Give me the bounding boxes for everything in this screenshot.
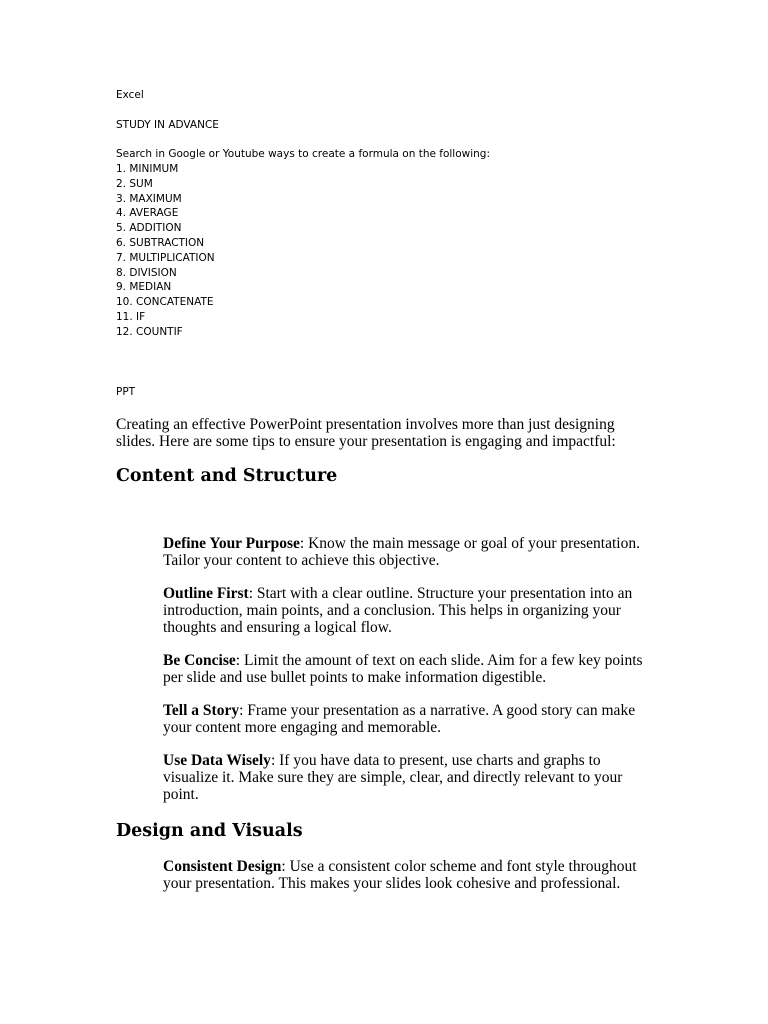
search-instruction: Search in Google or Youtube ways to create a formula on the following: bbox=[116, 148, 491, 160]
list-item: 2. SUM bbox=[116, 177, 153, 190]
tip-item bbox=[163, 652, 653, 686]
list-item: 3. MAXIMUM bbox=[116, 192, 182, 205]
tip-title: Consistent Design bbox=[163, 858, 282, 875]
tip-item bbox=[163, 585, 653, 636]
design-visuals-tips bbox=[163, 858, 653, 908]
tip-text: : Know the main message or goal of your presentation. Tailor your content to achieve this objective. bbox=[163, 535, 640, 569]
list-item: 4. AVERAGE bbox=[116, 207, 179, 220]
list-item: 11. IF bbox=[116, 310, 146, 323]
section-heading-content-structure: Content and Structure bbox=[116, 466, 338, 486]
excel-title: Excel bbox=[116, 89, 144, 101]
tip-title: Use Data Wisely bbox=[163, 752, 271, 769]
tip-title: Define Your Purpose bbox=[163, 535, 300, 552]
tip-item bbox=[163, 535, 653, 569]
section-heading-design-visuals: Design and Visuals bbox=[116, 821, 303, 841]
tip-item bbox=[163, 752, 653, 803]
ppt-intro-paragraph: Creating an effective PowerPoint presentation involves more than just designing slides. Here are some tips to ensure your presentation is engaging and impactful: bbox=[116, 416, 616, 450]
study-in-advance-label: STUDY IN ADVANCE bbox=[116, 119, 219, 131]
tip-text: : If you have data to present, use charts and graphs to visualize it. Make sure they are simple, clear, and directly relevant to your point. bbox=[163, 752, 623, 803]
list-item: 7. MULTIPLICATION bbox=[116, 251, 215, 264]
list-item: 8. DIVISION bbox=[116, 266, 177, 279]
content-structure-tips bbox=[163, 535, 653, 819]
tip-text: : Limit the amount of text on each slide. Aim for a few key points per slide and use bullet points to make information digestible. bbox=[163, 652, 643, 686]
tip-text: : Start with a clear outline. Structure your presentation into an introduction, main points, and a conclusion. This helps in organizing your thoughts and ensuring a logical flow. bbox=[163, 585, 633, 636]
tip-item bbox=[163, 858, 653, 892]
tip-text: : Frame your presentation as a narrative. A good story can make your content more engaging and memorable. bbox=[163, 702, 636, 736]
tip-text: : Use a consistent color scheme and font style throughout your presentation. This makes your slides look cohesive and professional. bbox=[163, 858, 637, 892]
list-item: 9. MEDIAN bbox=[116, 281, 172, 294]
list-item: 5. ADDITION bbox=[116, 222, 182, 235]
formula-list bbox=[116, 162, 215, 340]
list-item: 10. CONCATENATE bbox=[116, 296, 214, 309]
tip-title: Outline First bbox=[163, 585, 249, 602]
list-item: 6. SUBTRACTION bbox=[116, 236, 205, 249]
list-item: 1. MINIMUM bbox=[116, 163, 179, 175]
list-item: 12. COUNTIF bbox=[116, 325, 183, 338]
tip-title: Tell a Story bbox=[163, 702, 240, 719]
tip-item bbox=[163, 702, 653, 736]
tip-title: Be Concise bbox=[163, 652, 236, 669]
ppt-title: PPT bbox=[116, 386, 136, 398]
